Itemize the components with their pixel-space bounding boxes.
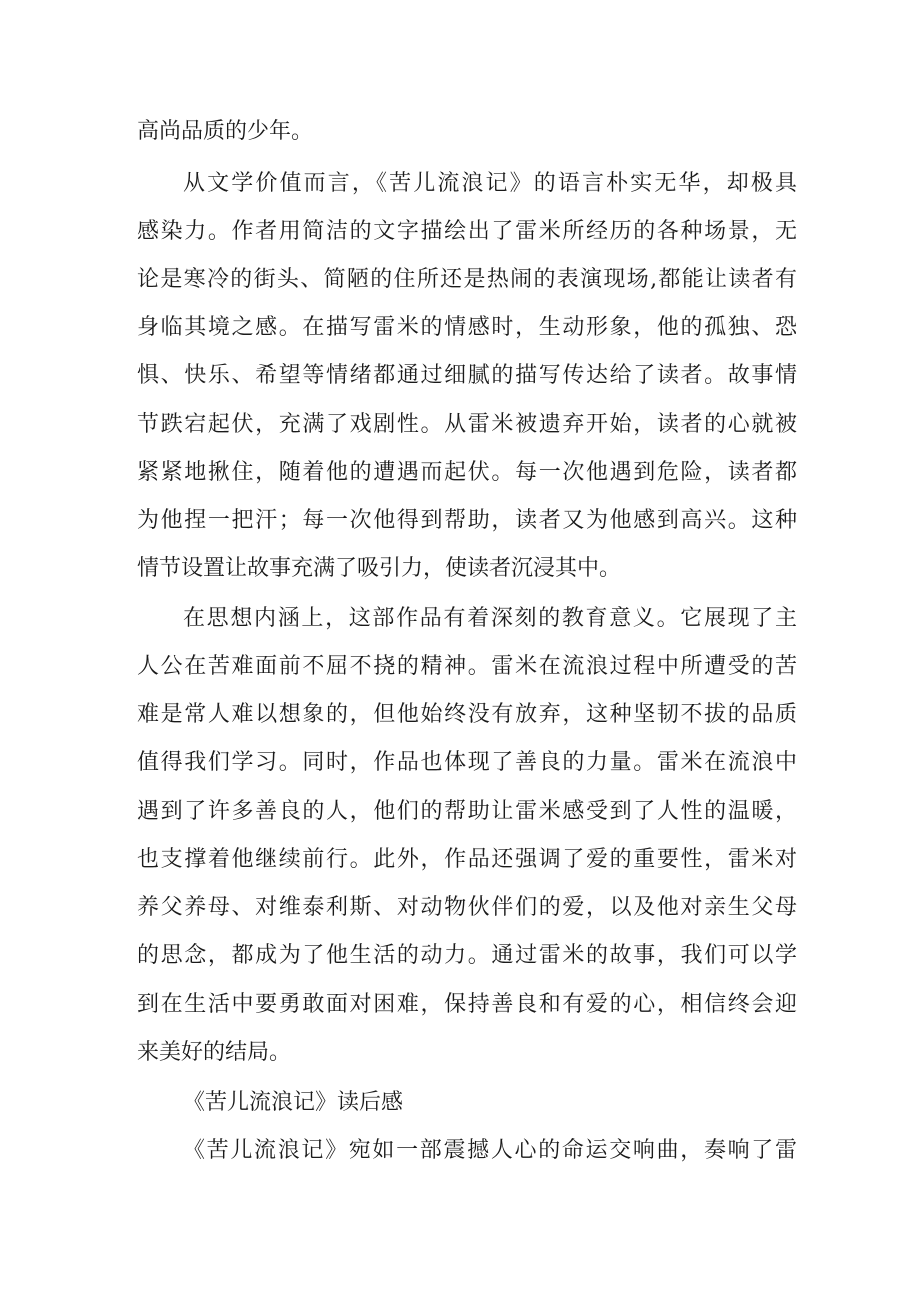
paragraph-line: 值得我们学习。同时，作品也体现了善良的力量。雷米在流浪中 (137, 750, 797, 775)
paragraph-line: 情节设置让故事充满了吸引力，使读者沉浸其中。 (137, 556, 622, 581)
paragraph-line: 来美好的结局。 (137, 1040, 292, 1065)
paragraph-line: 也支撑着他继续前行。此外，作品还强调了爱的重要性，雷米对 (137, 847, 797, 872)
paragraph-line: 惧、快乐、希望等情绪都通过细腻的描写传达给了读者。故事情 (137, 363, 797, 388)
paragraph-line: 高尚品质的少年。 (137, 119, 314, 144)
paragraph-line: 感染力。作者用简洁的文字描绘出了雷米所经历的各种场景，无 (137, 219, 797, 244)
paragraph-line: 人公在苦难面前不屈不挠的精神。雷米在流浪过程中所遭受的苦 (137, 654, 797, 679)
paragraph-line: 从文学价值而言，《苦儿流浪记》的语言朴实无华，却极具 (183, 171, 797, 196)
paragraph-line: 养父养母、对维泰利斯、对动物伙伴们的爱，以及他对亲生父母 (137, 895, 797, 920)
paragraph-line: 在思想内涵上，这部作品有着深刻的教育意义。它展现了主 (183, 606, 797, 631)
paragraph-line: 到在生活中要勇敢面对困难，保持善良和有爱的心，相信终会迎 (137, 992, 797, 1017)
paragraph-line: 论是寒冷的街头、简陋的住所还是热闹的表演现场,都能让读者有 (137, 267, 797, 292)
paragraph-line: 的思念，都成为了他生活的动力。通过雷米的故事，我们可以学 (137, 943, 797, 968)
paragraph-line: 难是常人难以想象的，但他始终没有放弃，这种坚韧不拔的品质 (137, 702, 797, 727)
paragraph-line: 《苦儿流浪记》宛如一部震撼人心的命运交响曲，奏响了雷 (183, 1138, 797, 1163)
paragraph-line: 遇到了许多善良的人，他们的帮助让雷米感受到了人性的温暖， (137, 799, 797, 824)
paragraph-line: 紧紧地揪住，随着他的遭遇而起伏。每一次他遇到危险，读者都 (137, 460, 797, 485)
section-heading: 《苦儿流浪记》读后感 (183, 1090, 404, 1115)
paragraph-line: 为他捏一把汗；每一次他得到帮助，读者又为他感到高兴。这种 (137, 508, 797, 533)
paragraph-line: 节跌宕起伏，充满了戏剧性。从雷米被遗弃开始，读者的心就被 (137, 412, 797, 437)
paragraph-line: 身临其境之感。在描写雷米的情感时，生动形象，他的孤独、恐 (137, 315, 797, 340)
